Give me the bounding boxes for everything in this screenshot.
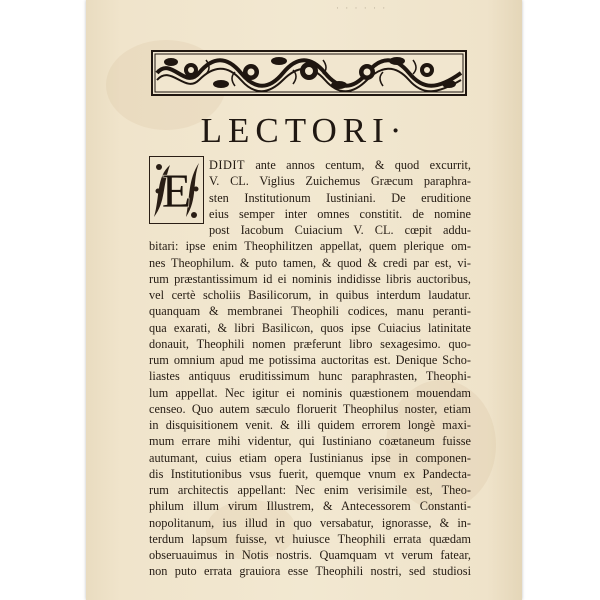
text-line: vel certè scholiis Basilicorum, in quibus interdum laudatur. [149,288,471,302]
text-line: autumant, cuius etiam opera Iustinianus ipse in componen- [149,450,471,465]
text-line: obseruauimus in Notis nostris. Quamquam vt verum fatear, [149,548,471,562]
text-line: philum illum virum Illustrem, & Antecessorem Constanti- [149,499,471,514]
text-line: bitari: ipse enim Theophilitzen appellat, quem plerique om- [149,239,471,254]
headpiece-ornament [151,50,467,96]
text-line: censeo. Quo autem sæculo floruerit Theophilus noster, etiam [149,401,471,416]
text-line: nes Theophilum. & puto tamen, & quod & credi par est, vi- [149,255,471,270]
text-line: in disquisitionem venit. & illi quidem errorem longè maxi- [149,418,471,432]
text-line: nopolitanum, ius illud in quo versabatur, ignorasse, & in- [149,515,471,530]
text-line: non puto errata grauiora esse Theophili nostri, sed studiosi [149,564,471,579]
text-line: liastes antiquus eruditissimum hunc paraphrasten, Theophi- [149,369,471,384]
text-line: post Iacobum Cuiacium V. CL. cœpit addu- [209,223,471,237]
text-line: lum appellat. Nec igitur ei nominis quæstionem mouendam [149,385,471,400]
text-line: quanquam & membranei Theophili codices, manu peranti- [149,304,471,319]
text-line: dis Institutionibus vsus fuerit, quemque vnum ex Pandecta- [149,466,471,481]
text-line: rum præstantissimum id ei nominis indidisse libris auctoribus, [149,271,471,286]
text-line: rum omnium apud me potissima auctoritas est. Denique Scho- [149,353,471,367]
text-line: eius semper inter omnes constitit. de nomine [209,206,471,221]
text-line: rum architectis appellant: Nec enim verisimile est, Theo- [149,483,471,497]
text-line: terdum lapsum fuisse, vt huiusce Theophili errata quædam [149,531,471,546]
text-line: V. CL. Viglius Zuichemus Græcum paraphra- [209,174,471,189]
book-page [86,0,522,600]
running-head-trace: · · · · · · [336,3,388,13]
body-text [149,157,471,580]
svg-text:E: E [161,165,192,218]
text-line: donauit, Theophili nomen præferunt libro sexagesimo. quo- [149,336,471,351]
text-line: sten Institutionum Iustiniani. De eruditione [209,190,471,205]
text-line: mum errare mihi videntur, qui Iustiniano coætaneum fuisse [149,434,471,449]
text-line: DIDIT ante annos centum, & quod excurrit, [209,158,471,172]
text-line: qua exarati, & libri Basilicωn, quos ipse Cuiacius latinitate [149,320,471,335]
page-title: LECTORI· [200,111,408,150]
